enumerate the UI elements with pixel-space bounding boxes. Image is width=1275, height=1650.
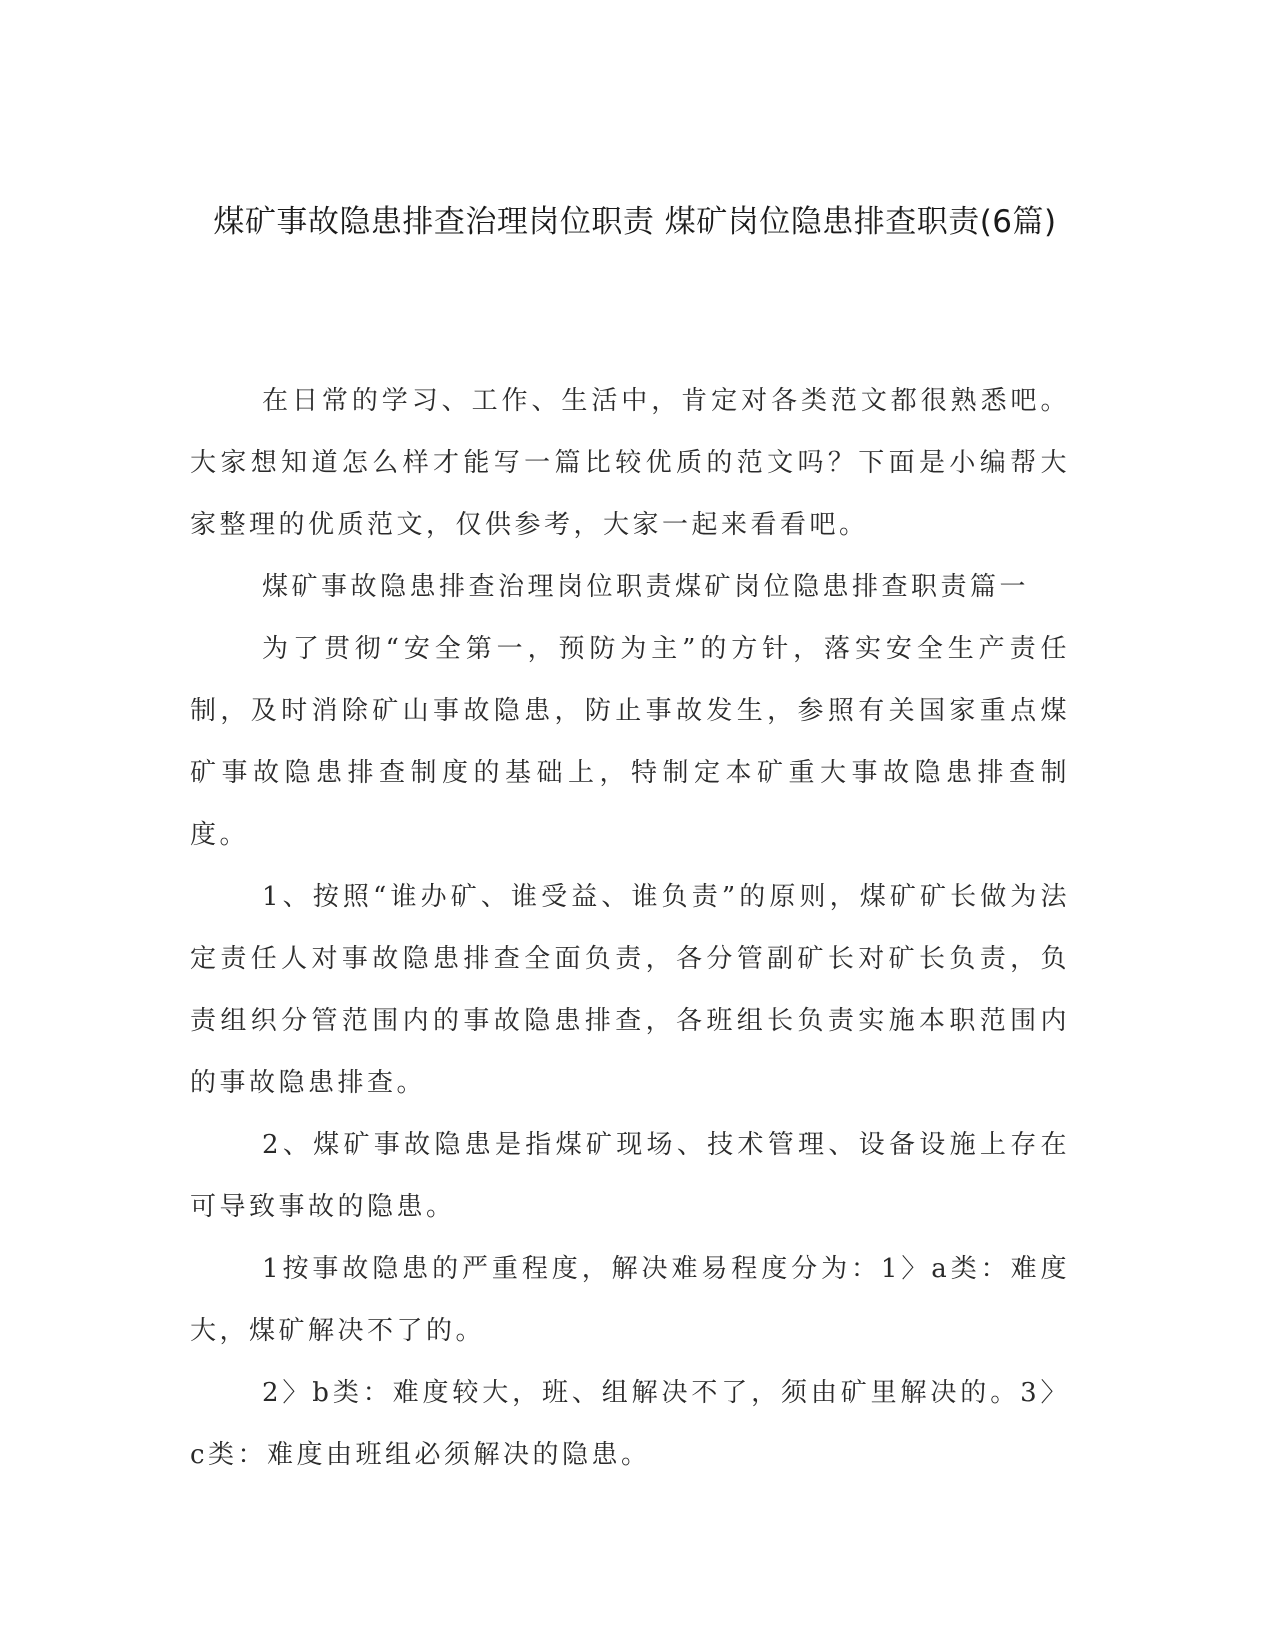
body-paragraph: 1按事故隐患的严重程度，解决难易程度分为：1〉a类：难度大，煤矿解决不了的。 [190,1254,1070,1346]
document-title: 煤矿事故隐患排查治理岗位职责 煤矿岗位隐患排查职责(6篇) [213,204,1057,240]
body-paragraph: 2〉b类：难度较大，班、组解决不了，须由矿里解决的。3〉c类：难度由班组必须解决的隐患。 [190,1378,1070,1470]
document-body [190,370,1070,1486]
body-paragraph: 为了贯彻“安全第一，预防为主”的方针，落实安全生产责任制，及时消除矿山事故隐患，防止事故发生，参照有关国家重点煤矿事故隐患排查制度的基础上，特制定本矿重大事故隐患排查制度。 [190,634,1070,850]
body-paragraph: 1、按照“谁办矿、谁受益、谁负责”的原则，煤矿矿长做为法定责任人对事故隐患排查全面负责，各分管副矿长对矿长负责，负责组织分管范围内的事故隐患排查，各班组长负责实施本职范围内的事故隐患排查。 [190,882,1070,1098]
body-paragraph: 2、煤矿事故隐患是指煤矿现场、技术管理、设备设施上存在可导致事故的隐患。 [190,1130,1070,1222]
section-heading: 煤矿事故隐患排查治理岗位职责煤矿岗位隐患排查职责篇一 [262,572,1030,602]
intro-paragraph: 在日常的学习、工作、生活中，肯定对各类范文都很熟悉吧。大家想知道怎么样才能写一篇比较优质的范文吗？下面是小编帮大家整理的优质范文，仅供参考，大家一起来看看吧。 [190,386,1070,540]
